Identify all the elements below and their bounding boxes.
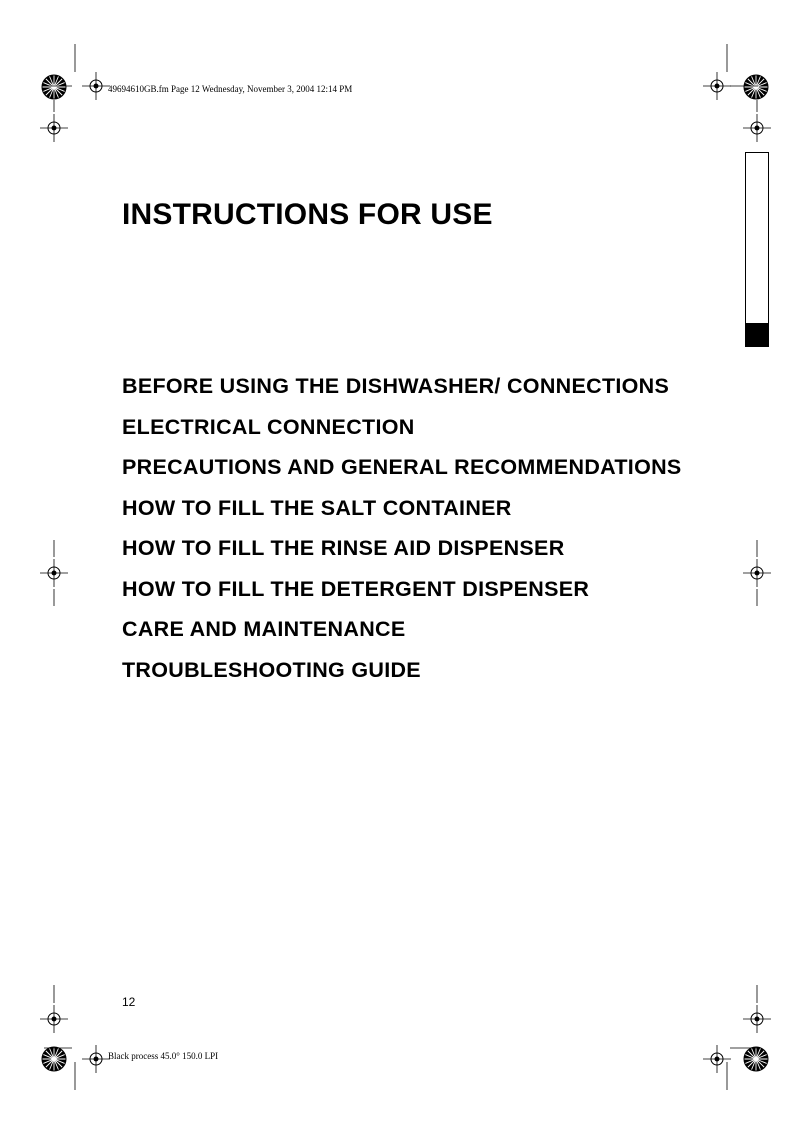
contents-item-troubleshooting: TROUBLESHOOTING GUIDE (122, 657, 421, 682)
contents-item-before-using: BEFORE USING THE DISHWASHER/ CONNECTIONS (122, 374, 670, 398)
page-title: INSTRUCTIONS FOR USE (122, 198, 493, 231)
contents-item-precautions: PRECAUTIONS AND GENERAL RECOMMENDATIONS (122, 455, 682, 479)
header-slug: 49694610GB.fm Page 12 Wednesday, November 3, 2004 12:14 PM (108, 84, 353, 94)
page-number: 12 (122, 995, 136, 1009)
contents-item-detergent: HOW TO FILL THE DETERGENT DISPENSER (122, 576, 590, 601)
contents-item-care: CARE AND MAINTENANCE (122, 617, 406, 641)
contents-item-rinse-aid: HOW TO FILL THE RINSE AID DISPENSER (122, 536, 565, 560)
contents-item-salt-container: HOW TO FILL THE SALT CONTAINER (122, 495, 512, 520)
contents-item-electrical-connection: ELECTRICAL CONNECTION (122, 414, 415, 439)
footer-slug: Black process 45.0° 150.0 LPI (108, 1051, 219, 1061)
